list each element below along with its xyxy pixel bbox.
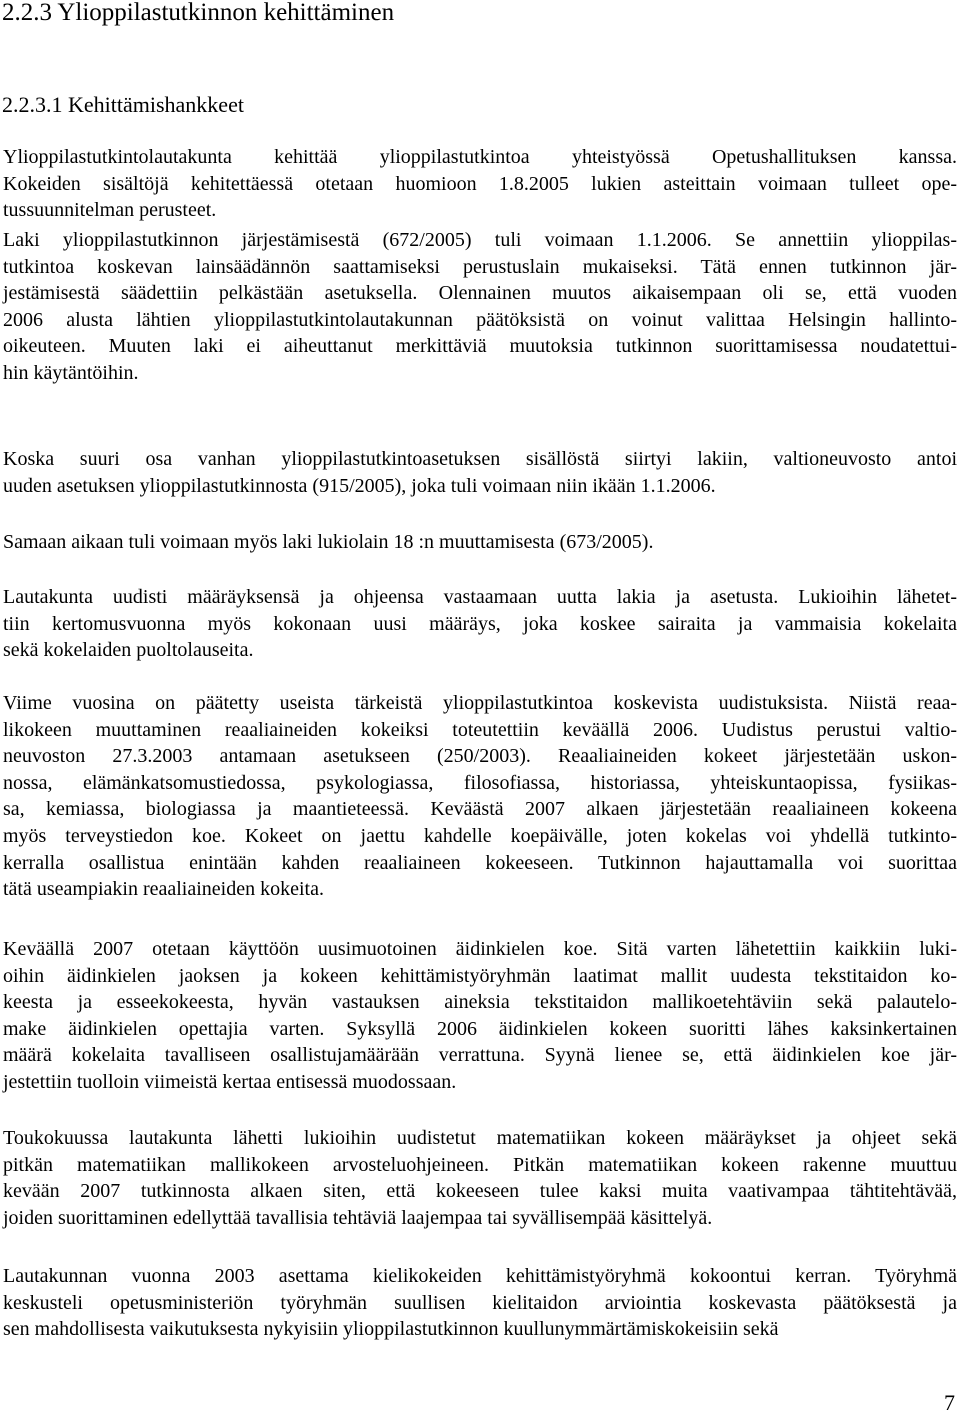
paragraph-line: tätä useampiakin reaaliaineiden kokeita. <box>3 878 324 901</box>
paragraph <box>3 1125 957 1231</box>
paragraph-line: kerralla osallistua enintään kahden reaaliaineen kokeeseen. Tutkinnon hajauttamalla voi suorittaa <box>3 851 957 874</box>
paragraph-line: Lautakunta uudisti määräyksensä ja ohjeensa vastaamaan uutta lakia ja asetusta. Lukioihin lähetet- <box>3 586 957 608</box>
paragraph-line: tussuunnitelman perusteet. <box>3 199 217 222</box>
paragraph-line: nossa, elämänkatsomustiedossa, psykologiassa, filosofiassa, historiassa, yhteiskuntaopissa, fysiikas- <box>3 771 957 794</box>
paragraph-line: keesta ja esseekokeesta, hyvän vastauksen aineksia tekstitaidon mallikoetehtäviin sekä palautelo- <box>3 991 957 1014</box>
paragraph-line: Kokeiden sisältöjä kehitettäessä otetaan huomioon 1.8.2005 lukien asteittain voimaan tulleet ope- <box>3 172 957 195</box>
paragraph-line: neuvoston 27.3.2003 antamaan asetukseen (250/2003). Reaaliaineiden kokeet järjestetään uskon- <box>3 745 957 768</box>
paragraph-line: jestämisestä säädettiin pelkästään asetuksella. Olennainen muutos aikaisempaan oli se, että vuoden <box>3 282 957 305</box>
paragraph-line: pitkän matematiikan mallikokeen arvosteluohjeineen. Pitkän matematiikan kokeen rakenne muuttuu <box>3 1153 957 1176</box>
paragraph <box>3 584 957 664</box>
paragraph-line: sekä kokelaiden puoltolauseita. <box>3 639 254 662</box>
paragraph <box>3 690 957 903</box>
paragraph-line: oikeuteen. Muuten laki ei aiheuttanut merkittäviä muutoksia tutkinnon suorittamisessa noudatettui- <box>3 335 957 358</box>
paragraph-line: joiden suorittaminen edellyttää tavallisia tehtäviä laajempaa tai syvällisempää käsittelyä. <box>3 1206 713 1229</box>
page-number: 7 <box>944 1390 955 1415</box>
paragraph-line: make äidinkielen opettajia varten. Syksyllä 2006 äidinkielen kokeen suoritti lähes kaksinkertainen <box>3 1017 957 1040</box>
paragraph-line: uuden asetuksen ylioppilastutkinnosta (915/2005), joka tuli voimaan niin ikään 1.1.2006. <box>3 474 716 497</box>
subsection-heading: 2.2.3.1 Kehittämishankkeet <box>2 92 244 117</box>
paragraph-line: Viime vuosina on päätetty useista tärkeistä ylioppilastutkintoa koskevista uudistuksista. Niistä reaa- <box>3 692 957 714</box>
paragraph-line: keskusteli opetusministeriön työryhmän suullisen kielitaidon arviointia koskevasta päätöksestä ja <box>3 1291 957 1314</box>
paragraph-line: sen mahdollisesta vaikutuksesta nykyisiin ylioppilastutkinnon kuullunymmärtämiskokeisiin sekä <box>3 1318 779 1341</box>
section-heading: 2.2.3 Ylioppilastutkinnon kehittäminen <box>2 0 395 26</box>
paragraph-line: Toukokuussa lautakunta lähetti lukioihin uudistetut matematiikan kokeen määräykset ja ohjeet sekä <box>3 1127 957 1149</box>
paragraph-line: määrä kokelaita tavalliseen osallistujamäärään verrattuna. Syynä lienee se, että äidinkielen koe jär- <box>3 1044 957 1067</box>
paragraph <box>3 529 957 556</box>
paragraph-line: 2006 alusta lähtien ylioppilastutkintolautakunnan päätöksistä on voinut valittaa Helsingin hallinto- <box>3 308 957 331</box>
paragraph-line: likokeen muuttaminen reaaliaineiden kokeiksi toteutettiin keväällä 2006. Uudistus perustui valtio- <box>3 718 957 741</box>
paragraph-line: tutkintoa koskevan lainsäädännön saattamiseksi perustuslain mukaiseksi. Tätä ennen tutkinnon jär- <box>3 255 957 278</box>
paragraph-line: kevään 2007 tutkinnosta alkaen siten, että kokeeseen tulee kaksi muita vaativampaa tähtitehtävää, <box>3 1180 957 1203</box>
paragraph-line: hin käytäntöihin. <box>3 361 139 384</box>
paragraph <box>3 144 957 224</box>
paragraph-line: myös terveystiedon koe. Kokeet on jaettu kahdelle koepäivälle, joten kokelas voi yhdellä tutkinto- <box>3 824 957 847</box>
paragraph-line: Laki ylioppilastutkinnon järjestämisestä (672/2005) tuli voimaan 1.1.2006. Se annettiin ylioppilas- <box>3 229 957 251</box>
paragraph-line: Koska suuri osa vanhan ylioppilastutkintoasetuksen sisällöstä siirtyi lakiin, valtioneuvosto antoi <box>3 448 957 470</box>
paragraph-line: jestettiin tuolloin viimeistä kertaa entisessä muodossaan. <box>3 1070 457 1093</box>
paragraph <box>3 227 957 387</box>
paragraph-line: tiin kertomusvuonna myös kokonaan uusi määräys, joka koskee sairaita ja vammaisia kokelaita <box>3 612 957 635</box>
paragraph <box>3 446 957 499</box>
paragraph-line: sa, kemiassa, biologiassa ja maantieteessä. Keväästä 2007 alkaen järjestetään reaaliaineen kokeena <box>3 798 957 821</box>
paragraph <box>3 1263 957 1343</box>
paragraph-line: oihin äidinkielen jaoksen ja kokeen kehittämistyöryhmän laatimat mallit uudesta tekstitaidon ko- <box>3 964 957 987</box>
paragraph-line: Lautakunnan vuonna 2003 asettama kielikokeiden kehittämistyöryhmä kokoontui kerran. Työryhmä <box>3 1265 957 1287</box>
paragraph <box>3 936 957 1096</box>
paragraph-line: Samaan aikaan tuli voimaan myös laki lukiolain 18 :n muuttamisesta (673/2005). <box>3 531 654 553</box>
paragraph-line: Keväällä 2007 otetaan käyttöön uusimuotoinen äidinkielen koe. Sitä varten lähetettiin kaikkiin luki- <box>3 938 957 960</box>
paragraph-line: Ylioppilastutkintolautakunta kehittää ylioppilastutkintoa yhteistyössä Opetushallituksen kanssa. <box>3 146 957 168</box>
